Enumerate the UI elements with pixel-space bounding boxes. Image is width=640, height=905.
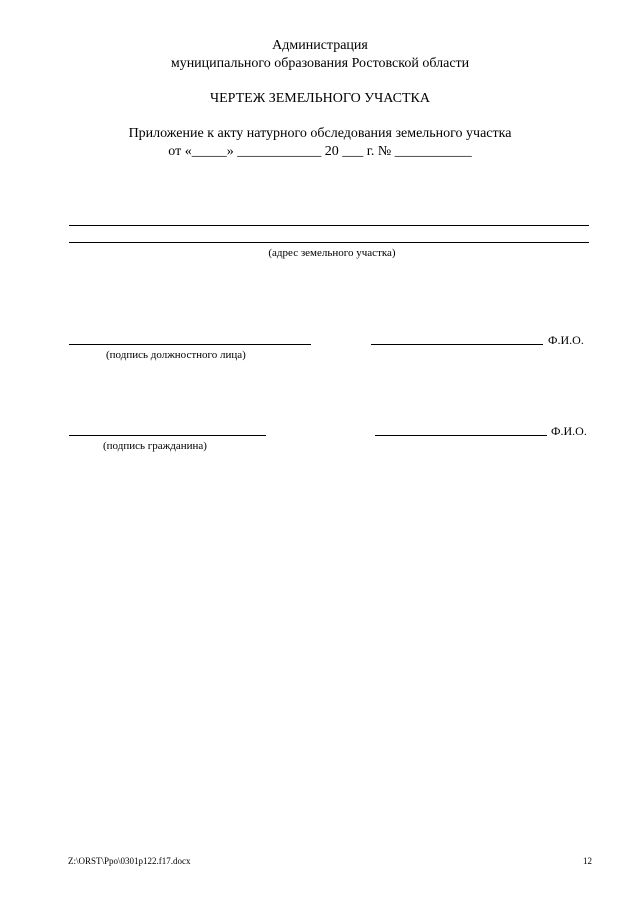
official-fio-label: Ф.И.О. — [548, 333, 584, 347]
act-date-number-line: от «_____» ____________ 20 ___ г. № ___________ — [168, 144, 472, 159]
footer-file-path: Z:\ORST\Ppo\0301p122.f17.docx — [68, 856, 191, 866]
org-name-line2: муниципального образования Ростовской области — [170, 56, 470, 71]
official-signature-line — [69, 344, 311, 345]
citizen-fio-line — [375, 435, 547, 436]
address-line-2 — [69, 242, 589, 243]
citizen-fio-label: Ф.И.О. — [551, 424, 587, 438]
document-title: ЧЕРТЕЖ ЗЕМЕЛЬНОГО УЧАСТКА — [209, 91, 430, 106]
page-number: 12 — [583, 856, 592, 866]
official-fio-line — [371, 344, 543, 345]
citizen-signature-caption: (подпись гражданина) — [103, 440, 207, 452]
address-line-1 — [69, 225, 589, 226]
org-name-line1: Администрация — [272, 38, 368, 53]
citizen-signature-line — [69, 435, 266, 436]
document-subtitle: Приложение к акту натурного обследования земельного участка — [128, 126, 512, 141]
address-caption: (адрес земельного участка) — [268, 247, 396, 259]
official-signature-caption: (подпись должностного лица) — [106, 349, 246, 361]
